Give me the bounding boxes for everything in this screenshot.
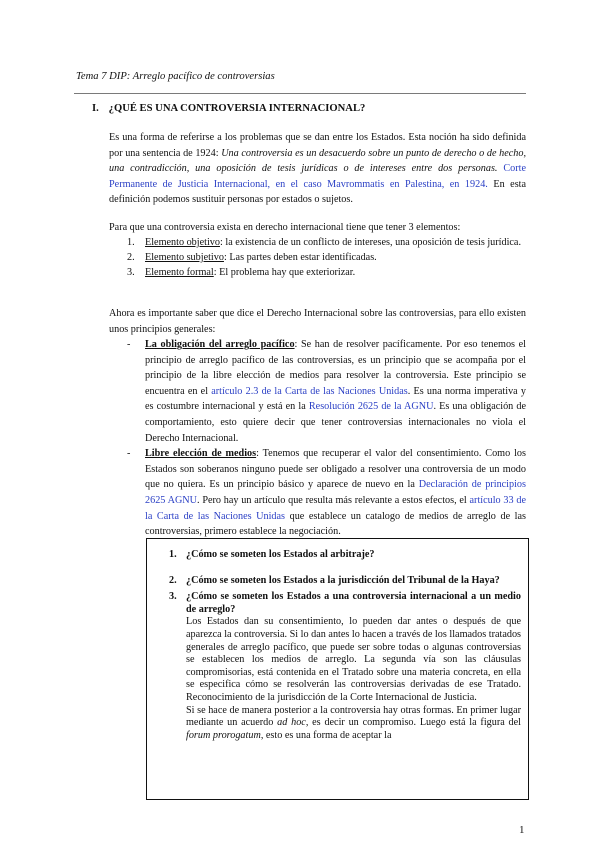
section-title: ¿QUÉ ES UNA CONTROVERSIA INTERNACIONAL? [108, 103, 366, 114]
list-item [127, 337, 526, 446]
principle-term: Libre elección de medios [145, 448, 257, 460]
answer-italic: forum prorogatum [186, 729, 261, 741]
answer-italic: ad hoc [277, 717, 306, 729]
questions-list [169, 549, 521, 742]
question-item [169, 575, 521, 588]
section-number: I. [92, 103, 99, 114]
header-rule [74, 93, 526, 94]
principle-text: : Se han de resolver pacíficamente. Por eso tenemos el principio de arreglo pacífico de las controversias, es un principio que se acompaña por el principio de la libre elección de medios para resolver la controversia. Este principio se encuentra en el [145, 339, 526, 397]
elements-list [127, 235, 526, 280]
answer-text: , es decir un compromiso. Luego está la figura del [305, 717, 521, 729]
principle-text: que establece un catalogo de medios de arreglo de las controversias, primero establece la negociación. [145, 510, 526, 538]
list-item [127, 446, 526, 540]
questions-box [146, 538, 529, 800]
elements-intro: Para que una controversia exista en derecho internacional tiene que tener 3 elementos: [109, 222, 461, 233]
intro-text-2: En esta definición podemos sustituir personas por estados o sujetos. [109, 178, 527, 206]
principles-list [127, 337, 526, 540]
bullet-dash: - [127, 339, 131, 350]
answer-text: , esto es una forma de aceptar la [260, 729, 392, 741]
principle-text: : Tenemos que recuperar el valor del consentimiento. Como los Estados son soberanos ninguno puede ser obligado a resolver una controversia de un modo que no quiera. Es un principio básico y aparece de nuevo en la [145, 448, 526, 491]
page-number: 1 [519, 824, 525, 836]
intro-source: Corte Permanente de Justicia Internacional, en el caso Mavrommatis en Palestina, en 1924. [109, 163, 526, 190]
question-number: 3. [169, 591, 177, 603]
reference-link: Declaración de principios 2625 AGNU [145, 479, 526, 506]
intro-text: Es una forma de referirse a los problemas que se dan entre los Estados. Esta noción ha sido definida por una sentencia de 1924: [109, 132, 526, 159]
item-desc: : Las partes deben estar identificadas. [223, 252, 377, 263]
principle-text: . Es una obligación de comportamiento, esto quiere decir que tener controversias internacionales no viola el Derecho Internacional. [145, 401, 526, 444]
reference-link: artículo 2.3 de la Carta de las Naciones Unidas [211, 385, 408, 397]
reference-link: Resolución 2625 de la AGNU [308, 401, 434, 413]
principles-intro: Ahora es importante saber que dice el Derecho Internacional sobre las controversias, para ello existen unos principios generales: [109, 308, 526, 335]
list-item [127, 265, 526, 280]
question-number: 2. [169, 574, 177, 586]
answer-paragraph [186, 705, 521, 743]
question-text: ¿Cómo se someten los Estados a la jurisdicción del Tribunal de la Haya? [186, 574, 500, 586]
question-number: 1. [169, 549, 177, 560]
reference-link: artículo 33 de la Carta de las Naciones Unidas [145, 494, 526, 522]
answer-text: Si se hace de manera posterior a la controversia hay otras formas. En primer lugar mediante un acuerdo [186, 704, 521, 729]
item-desc: : El problema hay que exteriorizar. [213, 267, 356, 278]
running-header: Tema 7 DIP: Arreglo pacífico de controversias [76, 71, 275, 82]
list-item [127, 235, 526, 250]
section-heading [92, 103, 365, 114]
intro-quote: Una controversia es un desacuerdo sobre un punto de derecho o de hecho, una contradicción, una oposición de tesis jurídicas o de intereses entre dos personas. [109, 147, 526, 175]
item-term: Elemento subjetivo [145, 252, 224, 263]
item-term: Elemento formal [145, 267, 214, 278]
question-text: ¿Cómo se someten los Estados a una controversia internacional a un medio de arreglo? [186, 591, 521, 615]
answer-paragraph: Los Estados dan su consentimiento, lo pueden dar antes o después de que aparezca la controversia. Si lo dan antes lo hacen a través de los llamados tratados generales de arreglo pacífico, que puede ser sobre todas o algunas controversias se establecen los medios de arreglo. La segunda vía son las cláusulas compromisorias, está contenida en el Tratado sobre una materia concreta, en ella se especifica cómo se resolverán las controversias derivadas de ese Tratado. Reconocimiento de la jurisdicción de la Corte Internacional de Justicia. [186, 616, 521, 703]
intro-paragraph [109, 130, 526, 208]
principle-text: . Pero hay un artículo que resulta más relevante a estos efectos, el [197, 494, 470, 506]
question-item [169, 591, 521, 742]
principle-term: La obligación del arreglo pacífico [145, 339, 295, 350]
item-desc: : la existencia de un conflicto de intereses, una oposición de tesis jurídica. [219, 237, 521, 248]
question-item [169, 549, 521, 562]
item-number: 2. [127, 252, 135, 263]
item-number: 1. [127, 237, 135, 248]
question-text: ¿Cómo se someten los Estados al arbitraje? [186, 549, 375, 560]
principle-text: . Es una norma imperativa y es costumbre internacional y está en la [145, 385, 527, 413]
item-term: Elemento objetivo [145, 237, 220, 248]
bullet-dash: - [127, 448, 131, 460]
item-number: 3. [127, 267, 135, 278]
list-item [127, 250, 526, 265]
